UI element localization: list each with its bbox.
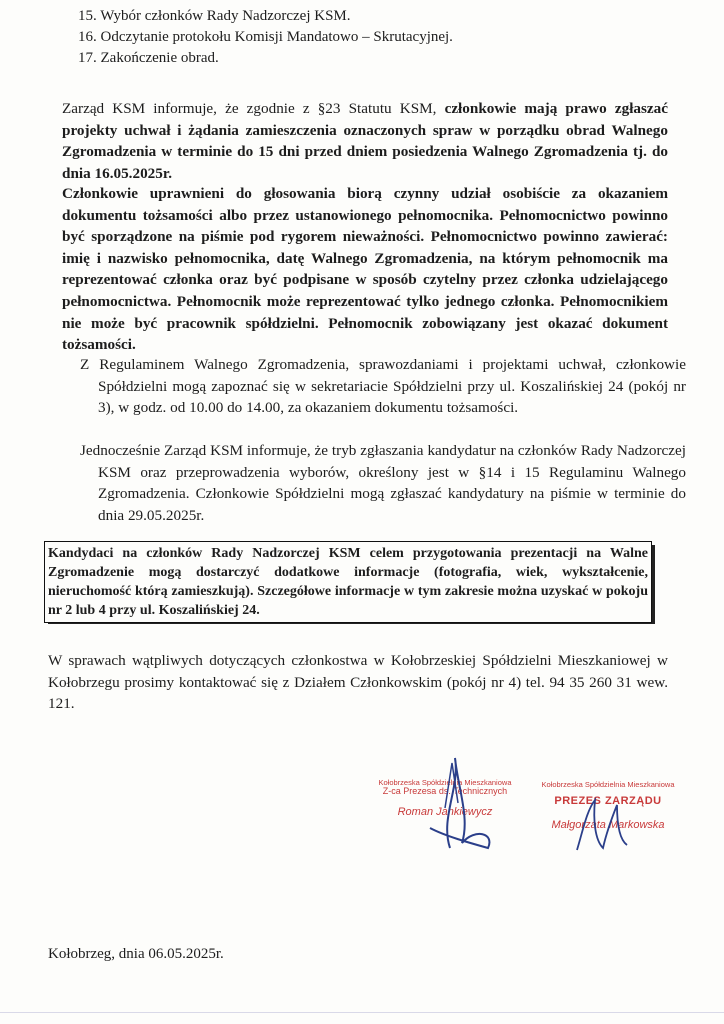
paragraph-text: Zarząd KSM informuje, że zgodnie z §23 Statutu KSM, (62, 100, 445, 117)
signature-right (565, 790, 645, 860)
paragraph-contact: W sprawach wątpliwych dotyczących członkostwa w Kołobrzeskiej Spółdzielni Mieszkaniowej w Kołobrzegu prosimy kontaktować się z Działem Członkowskim (pokój nr 4) tel. 94 35 260 31 wew. 121. (48, 652, 668, 713)
agenda-list (78, 6, 453, 69)
stamp-role: PREZES ZARZĄDU (554, 795, 662, 807)
paragraph-candidacy: Jednocześnie Zarząd KSM informuje, że tryb zgłaszania kandydatur na członków Rady Nadzorczej KSM oraz przeprowadzenia wyborów, określony jest w §14 i 15 Regulaminu Walnego Zgromadzenia. Członkowie Spółdzielni mogą zgłaszać kandydatury na piśmie w terminie do dnia 29.05.2025r. (80, 442, 686, 524)
paragraph-draft-resolutions (62, 98, 668, 184)
stamp-name: Roman Jankiewycz (397, 806, 493, 818)
stamp-org: Kołobrzeska Spółdzielnia Mieszkaniowa (378, 778, 512, 787)
agenda-item: 17. Zakończenie obrad. (78, 50, 219, 66)
stamp-name: Małgorzata Markowska (551, 819, 665, 831)
stamp-role: Z-ca Prezesa ds. Technicznych (382, 786, 508, 796)
paragraph-regulations-access: Z Regulaminem Walnego Zgromadzenia, sprawozdaniami i projektami uchwał, członkowie Spółdzielni mogą zapoznać się w sekretariacie Spółdzielni przy ul. Koszalińskiej 24 (pokój nr 3), w godz. od 10.00 do 14.00, za okazaniem dokumentu tożsamości. (80, 356, 686, 417)
stamp-org: Kołobrzeska Spółdzielnia Mieszkaniowa (541, 780, 675, 789)
paragraph-bold-text: członkowie mają prawo zgłaszać projekty uchwał i żądania zamieszczenia oznaczonych spraw w porządku obrad Walnego Zgromadzenia w terminie do 15 dni przed dniem posiedzenia Walnego Zgromadzenia tj. do dnia 16.05.2025r. (62, 100, 668, 182)
agenda-item: 15. Wybór członków Rady Nadzorczej KSM. (78, 8, 351, 24)
page-edge (0, 1012, 724, 1013)
candidates-notice-box: Kandydaci na członków Rady Nadzorczej KSM celem przygotowania prezentacji na Walne Zgromadzenie mogą dostarczyć dodatkowe informacje (fotografia, wiek, wykształcenie, nieruchomość którą zamieszkują). Szczegółowe informacje w tym zakresie można uzyskać w pokoju nr 2 lub 4 przy ul. Koszalińskiej 24. (44, 541, 652, 623)
paragraph-voting-rights: Członkowie uprawnieni do głosowania biorą czynny udział osobiście za okazaniem dokumentu tożsamości albo przez ustanowionego pełnomocnika. Pełnomocnictwo powinno być sporządzone na piśmie pod rygorem nieważności. Pełnomocnictwo powinno zawierać: imię i nazwisko pełnomocnika, datę Walnego Zgromadzenia, na którym pełnomocnik ma reprezentować członka oraz być podpisane w sposób czytelny przez członka udzielającego pełnomocnictwa. Pełnomocnik może reprezentować tylko jednego członka. Pełnomocnikiem nie może być pracownik spółdzielni. Pełnomocnik zobowiązany jest okazać dokument tożsamości. (62, 185, 668, 354)
agenda-item: 16. Odczytanie protokołu Komisji Mandatowo – Skrutacyjnej. (78, 29, 453, 45)
document-date: Kołobrzeg, dnia 06.05.2025r. (48, 946, 224, 962)
signature-left (400, 748, 510, 858)
